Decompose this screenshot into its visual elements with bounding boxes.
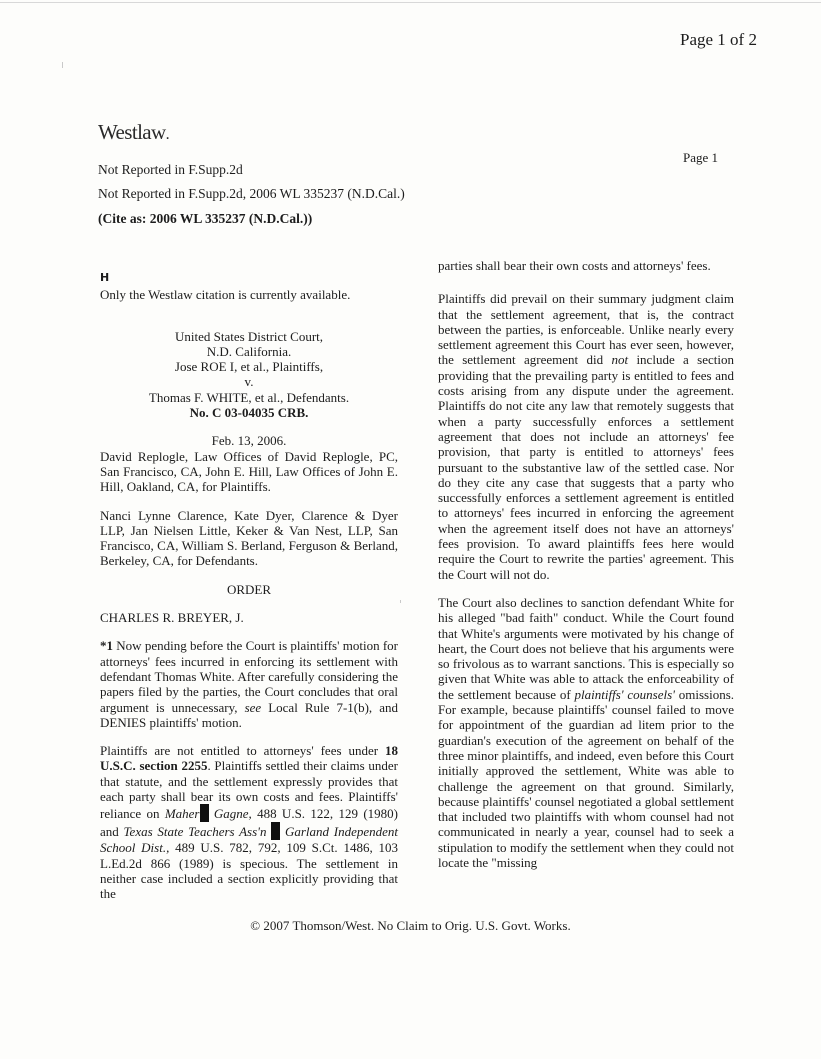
defendants-counsel: Nanci Lynne Clarence, Kate Dyer, Clarence & Dyer LLP, Jan Nielsen Little, Keker & Van Nest, LLP, San Francisco, CA, William S. Berland, Ferguson & Berland, Berkeley, CA, for Defendants. [100,507,398,569]
logo-text: Westlaw [98,120,166,144]
order-paragraph-3: Plaintiffs did prevail on their summary judgment claim that the settlement agreement, that is, the contract between the parties, is enforceable. Unlike nearly every settlement agreement this Court has ever seen, however, the settlement agreement did not include a section providing that the prevailing party is entitled to fees and costs arising from any dispute under the agreement. Plaintiffs do not cite any law that remotely suggests that when a party successfully enforces a settlement agreement that does not include an attorneys' fee provision, that party is entitled to attorneys' fees pursuant to the substantive law of the settled case. Nor do they cite any case that suggests that a party who successfully enforces a settlement agreement is entitled to attorneys' fees incurred in enforcing the agreement when the agreement itself does not have an attorneys' fees provision. To award plaintiffs fees here would require the Court to rewrite the parties' agreement. This the Court will not do. [438,291,735,582]
decision-date: Feb. 13, 2006. [211,433,287,449]
left-column [100,270,398,915]
right-column [438,258,734,883]
cite-as-line: (Cite as: 2006 WL 335237 (N.D.Cal.)) [98,211,313,226]
citation-line: Not Reported in F.Supp.2d, 2006 WL 335237 (N.D.Cal.) [98,186,405,201]
reporter-line: Not Reported in F.Supp.2d [98,162,243,177]
logo-dot: . [165,126,169,143]
order-paragraph-2: Plaintiffs are not entitled to attorneys' fees under 18 U.S.C. section 2255. Plaintiffs settled their claims under that statute, and the settlement expressly provides that each party shall bear its own costs and fees. Plaintiffs' reliance on Maher Gagne, 488 U.S. 122, 129 (1980) and Texas State Teachers Ass'n Garland Independent School Dist., 489 U.S. 782, 792, 109 S.Ct. 1486, 103 L.Ed.2d 866 (1989) is specious. The settlement in neither case included a section explicitly providing that the [100,743,398,902]
versus-line: v. [244,374,254,390]
page-of-header: Page 1 of 2 [680,30,757,49]
headnote-h-icon: H [100,271,110,284]
court-name: United States District Court, [174,328,324,344]
case-caption [100,329,398,449]
availability-note: Only the Westlaw citation is currently available. [100,287,351,303]
scan-speck [62,62,63,68]
westlaw-logo [98,120,169,145]
order-heading: ORDER [226,581,272,597]
star-page-marker: *1 [100,638,113,654]
redaction-block [200,804,209,822]
order-paragraph-1: *1 Now pending before the Court is plaintiffs' motion for attorneys' fees incurred in enforcing its settlement with defendant Thomas White. After carefully considering the papers filed by the parties, the Court concludes that oral argument is unnecessary, see Local Rule 7-1(b), and DENIES plaintiffs' motion. [100,638,398,730]
scan-speck [400,600,401,603]
judge-name: CHARLES R. BREYER, J. [100,610,244,626]
page-number: Page 1 [683,150,719,165]
defendants-line: Thomas F. WHITE, et al., Defendants. [148,389,350,405]
statute-link[interactable]: 18 U.S.C. section 2255 [100,743,398,774]
copyright-footer: © 2007 Thomson/West. No Claim to Orig. U.S. Govt. Works. [250,918,571,933]
order-paragraph-4: The Court also declines to sanction defendant White for his alleged "bad faith" conduct. While the Court found that White's arguments were motivated by his change of heart, the Court does not believe that his arguments were so frivolous as to warrant sanctions. This is especially so given that White was able to attack the enforceability of the settlement because of plaintiffs' counsels' omissions. For example, because plaintiffs' counsel failed to move for appointment of the guardian ad litem prior to the guardian's execution of the agreement on behalf of the three minor plaintiffs, and indeed, even before this Court initially approved the settlement, White was able to challenge the agreement on that ground. Similarly, because plaintiffs' counsel negotiated a global settlement that included two plaintiffs with whom counsel had not communicated in nearly a year, counsel had to seek a stipulation to modify the settlement when they could not locate the "missing [438,594,735,870]
case-link-maher[interactable]: Maher [164,806,200,822]
plaintiffs-counsel: David Replogle, Law Offices of David Replogle, PC, San Francisco, CA, John E. Hill, Law Offices of John E. Hill, Oakland, CA, for Plaintiffs. [100,448,398,495]
continued-paragraph: parties shall bear their own costs and attorneys' fees. [438,258,711,273]
case-link-texas[interactable]: Texas State Teachers Ass'n [123,824,267,840]
case-number: No. C 03-04035 CRB. [189,405,309,421]
redaction-block [271,822,280,840]
scan-edge-line [0,2,821,3]
district-name: N.D. California. [206,343,292,359]
plaintiffs-line: Jose ROE I, et al., Plaintiffs, [174,359,324,375]
